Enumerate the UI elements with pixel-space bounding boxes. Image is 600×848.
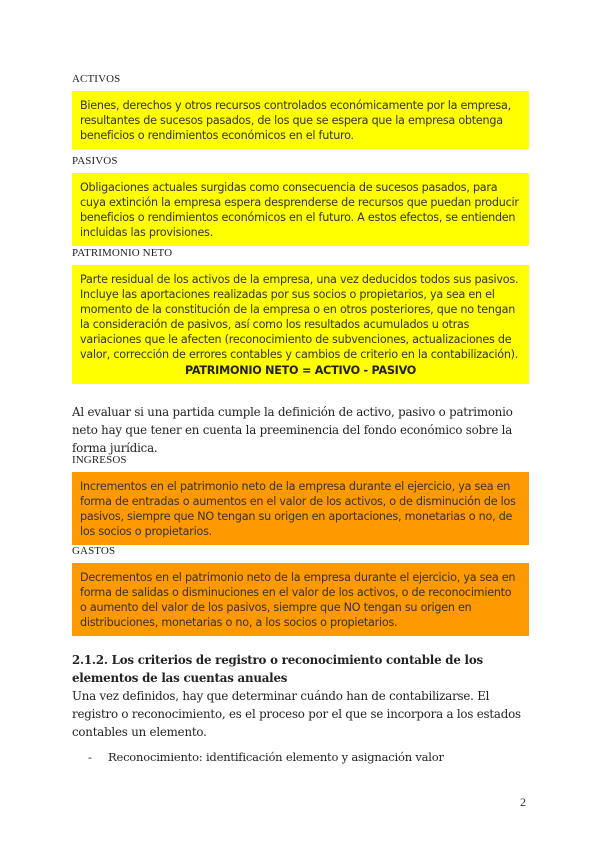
heading-activos: ACTIVOS	[72, 73, 121, 85]
ingresos-definition: Incrementos en el patrimonio neto de la empresa durante el ejercicio, ya sea en forma de entradas o aumentos en el valor de los activos, o de disminución de los pasivos, siempre que NO tengan su origen en aportaciones, monetarias o no, de los socios o propietarios.	[80, 480, 516, 538]
pasivos-definition-box	[72, 173, 529, 246]
patrimonio-neto-definition: Parte residual de los activos de la empresa, una vez deducidos todos sus pasivos. Incluye las aportaciones realizadas por sus socios o propietarios, ya sea en el momento de la constitución de la empresa o en otros posteriores, que no tengan la consideración de pasivos, así como los resultados acumulados u otras variaciones que le afecten (reconocimiento de subvenciones, actualizaciones de valor, corrección de errores contables y cambios de criterio en la contabilización).	[80, 273, 519, 361]
note-paragraph: Al evaluar si una partida cumple la definición de activo, pasivo o patrimonio neto hay que tener en cuenta la preeminencia del fondo económico sobre la forma jurídica.	[72, 405, 513, 455]
gastos-definition: Decrementos en el patrimonio neto de la empresa durante el ejercicio, ya sea en forma de salidas o disminuciones en el valor de los activos, o de reconocimiento o aumento del valor de los pasivos, siempre que NO tengan su origen en distribuciones, monetarias o no, a los socios o propietarios.	[80, 571, 516, 629]
bullet-marker: -	[88, 750, 92, 764]
activos-definition: Bienes, derechos y otros recursos controlados económicamente por la empresa, resultantes de sucesos pasados, de los que se espera que la empresa obtenga beneficios o rendimientos económicos en el futuro.	[80, 99, 511, 142]
bullet-text: Reconocimiento: identificación elemento y asignación valor	[108, 750, 444, 764]
subsection	[72, 651, 532, 741]
heading-ingresos: INGRESOS	[72, 454, 127, 466]
subsection-body: Una vez definidos, hay que determinar cuándo han de contabilizarse. El registro o reconocimiento, es el proceso por el que se incorpora a los estados contables un elemento.	[72, 689, 521, 739]
bullet-list-item	[88, 750, 444, 764]
pasivos-definition: Obligaciones actuales surgidas como consecuencia de sucesos pasados, para cuya extinción la empresa espera desprenderse de recursos que puedan producir beneficios o rendimientos económicos en el futuro. A estos efectos, se entienden incluidas las provisiones.	[80, 181, 519, 239]
activos-definition-box	[72, 91, 529, 149]
subsection-title: 2.1.2. Los criterios de registro o reconocimiento contable de los elementos de las cuentas anuales	[72, 653, 483, 685]
heading-pasivos: PASIVOS	[72, 155, 118, 167]
page-number: 2	[520, 795, 526, 809]
ingresos-definition-box	[72, 472, 529, 545]
gastos-definition-box	[72, 563, 529, 636]
patrimonio-neto-formula: PATRIMONIO NETO = ACTIVO - PASIVO	[184, 364, 417, 377]
heading-gastos: GASTOS	[72, 545, 116, 557]
heading-patrimonio-neto: PATRIMONIO NETO	[72, 247, 173, 259]
patrimonio-neto-definition-box	[72, 265, 529, 384]
